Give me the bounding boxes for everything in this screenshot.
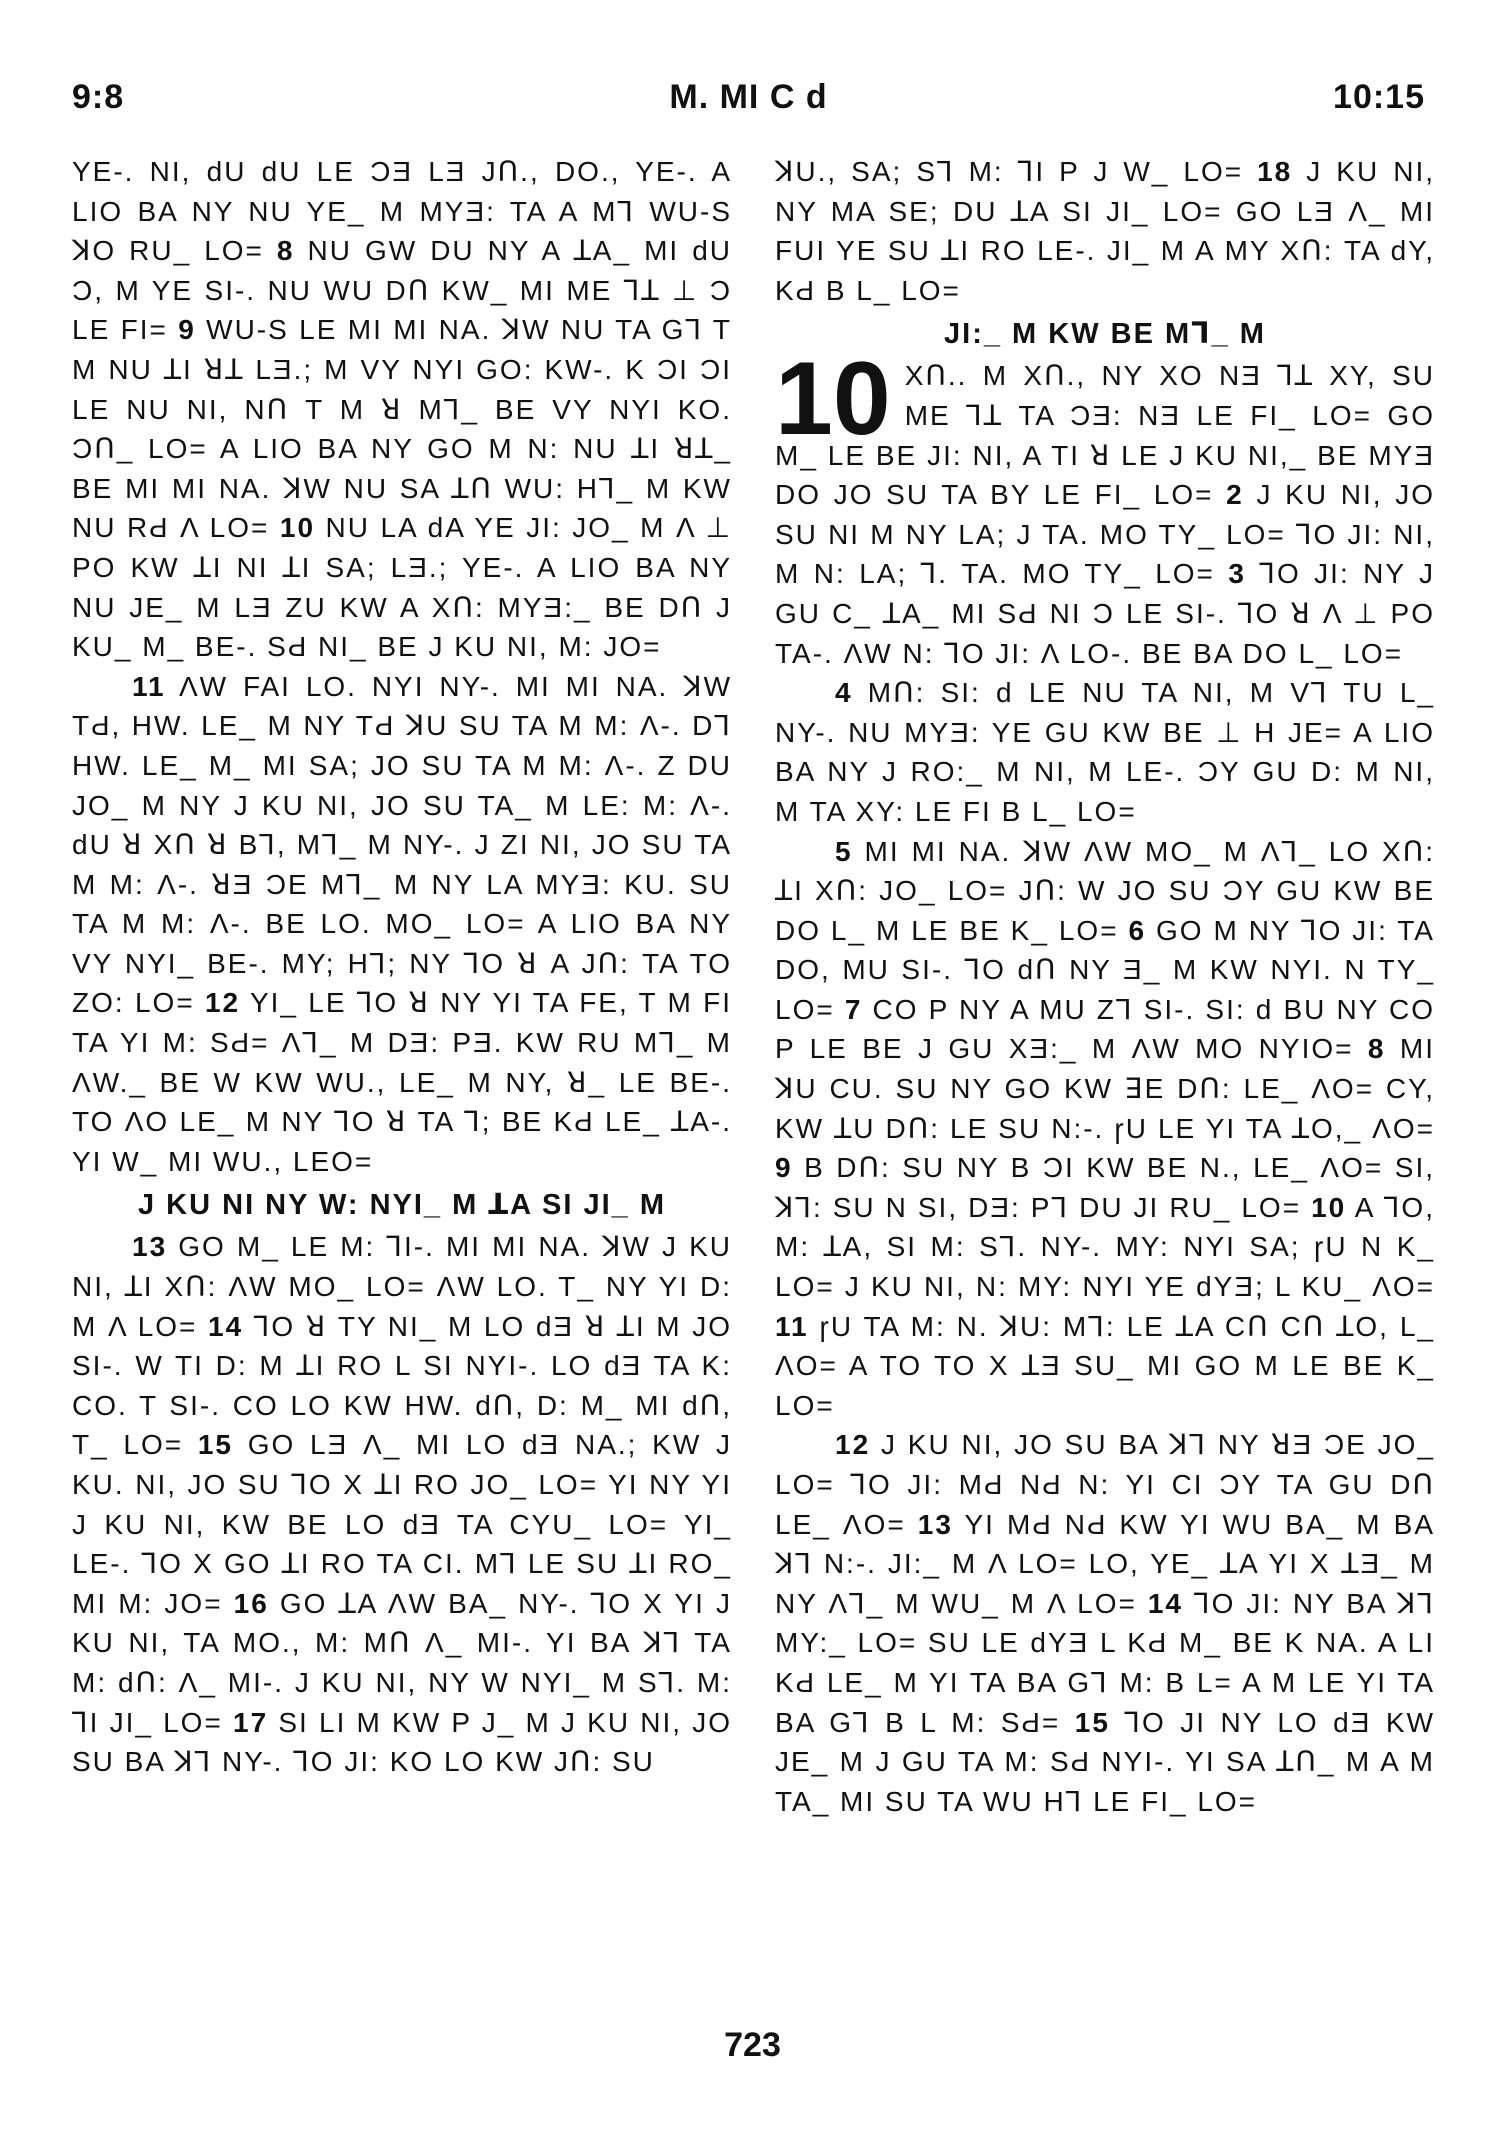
header-chapter-end: 10:15 (1333, 78, 1425, 116)
verse-number: 13 (132, 1231, 168, 1263)
paragraph: 10 XՈ.. M XՈ., NY XO NƎ ꓶꓕ XY, SU ME ꓶꓕ TA ƆƎ: NƎ LE FI_ LO= GO M_ LE BE JI: NI, A TI ꓤ LE J KU NI,_ BE MYƎ DO JO SU TA BY LE FI_ LO= 2 J KU NI, JO SU NI M NY LA; J TA. MO TY_ LO= ꓶO JI: NI, M N: LA; ꓶ. TA. MO TY_ LO= 3 ꓶO JI: NY J GU C_ ꓕA_ MI SԀ NI Ɔ LE SI-. ꓶO ꓤ Λ ⊥ PO TA-. ΛW N: ꓶO JI: Λ LO-. BE BA DO L_ LO= (775, 341, 1435, 669)
verse-number: 14 (1147, 1587, 1184, 1619)
verse-number: 8 (276, 235, 295, 267)
paragraph: 13 GO M_ LE M: ꓶI-. MI MI NA. ꓘW J KU NI, ꓕI XՈ: ΛW MO_ LO= ΛW LO. T_ NY YI D: M Λ LO= 14 ꓶO ꓤ TY NI_ M LO dƎ ꓤ ꓕI M JO SI-. W TI D: M ꓕI RO L SI NYI-. LO dƎ TA K: CO. T SI-. CO LO KW HW. dՈ, D: M_ MI dՈ, T_ LO= 15 GO LƎ Λ_ MI LO dƎ NA.; KW J KU. NI, JO SU ꓶO X ꓕI RO JO_ LO= YI NY YI J KU NI, KW BE LO dƎ TA CYU_ LO= YI_ LE-. ꓶO X GO ꓕI RO TA CI. MꞀ LE SU ꓕI RO_ MI M: JO= 16 GO ꓕA ΛW BA_ NY-. ꓶO X YI J KU NI, TA MO., M: MՈ Λ_ MI-. YI BA ꓘꞀ TA M: dՈ: Λ_ MI-. J KU NI, NY W NYI_ M SꞀ. M: ꓶI JI_ LO= 17 SI LI M KW P J_ M J KU NI, JO SU BA ꓘꞀ NY-. ꓶO JI: KO LO KW JՈ: SU (72, 1231, 733, 1778)
chapter-number: 10 (775, 341, 891, 458)
verse-number: 13 (917, 1508, 953, 1540)
verse-number: 11 (132, 670, 166, 702)
verse-number: 12 (204, 987, 241, 1019)
verse-number: 14 (208, 1310, 244, 1342)
verse-number: 2 (1226, 479, 1244, 511)
verse-number: 17 (233, 1706, 269, 1738)
page-header (72, 78, 1425, 128)
verse-number: 8 (1367, 1033, 1386, 1065)
paragraph: 11 ΛW FAI LO. NYI NY-. MI MI NA. ꓘW TԀ, HW. LE_ M NY TԀ ꓘU SU TA M M: Λ-. DꞀ HW. LE_ M_ MI SA; JO SU TA M M: Λ-. Z DU JO_ M NY J KU NI, JO SU TA_ M LE: M: Λ-. dU ꓤ XՈ ꓤ BꞀ, MꞀ_ M NY-. J ZI NI, JO SU TA M M: Λ-. ꓤƎ ƆE MꞀ_ M NY LA MYƎ: KU. SU TA M M: Λ-. BE LO. MO_ LO= A LIO BA NY VY NYI_ BE-. MY; HꞀ; NY ꓶO ꓤ A JՈ: TA TO ZO: LO= 12 YI_ LE ꓶO ꓤ NY YI TA FE, T M FI TA YI M: SԀ= ΛꞀ_ M DƎ: PƎ. KW RU MꞀ_ M ΛW._ BE W KW WU., LE_ M NY, ꓤ_ LE BE-. TO ΛO LE_ M NY ꓶO ꓤ TA ꓶ; BE KԀ LE_ ꓕA-. YI W_ MI WU., LEO= (72, 670, 732, 1177)
paragraph: ꓘU., SA; SꞀ M: ꓶI P J W_ LO= 18 J KU NI, NY MA SE; DU ꓕA SI JI_ LO= GO LƎ Λ_ MI FUI YE SU ꓕI RO LE-. JI_ M A MY XՈ: TA dY, KԀ B L_ LO= (775, 156, 1436, 306)
left-column (72, 152, 732, 1782)
paragraph: YE-. NI, dU dU LE ƆƎ LƎ JՈ., DO., YE-. A LIO BA NY NU YE_ M MYƎ: TA A MꞀ WU-S ꓘO RU_ LO= 8 NU GW DU NY A ꓕA_ MI dU Ɔ, M YE SI-. NU WU DՈ KW_ MI ME ꓶꓕ ⊥ Ɔ LE FI= 9 WU-S LE MI MI NA. ꓘW NU TA GꞀ T M NU ꓕI ꓤꓕ LƎ.; M VY NYI GO: KW-. K ƆI ƆI LE NU NI, NՈ T M ꓤ MꞀ_ BE VY NYI KO. ƆՈ_ LO= A LIO BA NY GO M N: NU ꓕI ꓤꓕ_ BE MI MI NA. ꓘW NU SA ꓕՈ WU: HꞀ_ M KW NU RԀ Λ LO= 10 NU LA dA YE JI: JO_ M Λ ⊥ PO KW ꓕI NI ꓕI SA; LƎ.; YE-. A LIO BA NY NU JE_ M LƎ ZU KW A XՈ: MYƎ:_ BE DՈ J KU_ M_ BE-. SԀ NI_ BE J KU NI, M: JO= (72, 156, 732, 663)
verse-number: 12 (835, 1429, 871, 1461)
verse-number: 9 (775, 1152, 793, 1184)
verse-number: 10 (279, 512, 316, 544)
verse-number: 15 (1074, 1706, 1110, 1738)
header-chapter-start: 9:8 (72, 78, 125, 116)
verse-number: 15 (197, 1429, 234, 1461)
header-book-title: M. MI C d (669, 78, 828, 116)
verse-number: 4 (835, 677, 853, 709)
paragraph: 4 MՈ: SI: d LE NU TA NI, M VꞀ TU L_ NY-. NU MYƎ: YE GU KW BE ⊥ H JE= A LIO BA NY J RO:_ M NI, M LE-. ƆY GU D: M NI, M TA XY: LE FI B L_ LO= (775, 677, 1435, 827)
section-heading: JI:_ M KW BE MꞀ_ M (944, 318, 1266, 351)
verse-number: 10 (1311, 1191, 1347, 1223)
verse-number: 16 (233, 1587, 269, 1619)
verse-number: 3 (1228, 558, 1246, 590)
verse-number: 11 (775, 1310, 809, 1342)
paragraph: 12 J KU NI, JO SU BA ꓘꞀ NY ꓤƎ ƆE JO_ LO= ꓶO JI: MԀ NԀ N: YI CI ƆY TA GU DՈ LE_ ΛO= 13 YI MԀ NԀ KW YI WU BA_ M BA ꓘꞀ N:-. JI:_ M Λ LO= LO, YE_ ꓕA YI X ꓕƎ_ M NY ΛꞀ_ M WU_ M Λ LO= 14 ꓶO JI: NY BA ꓘꞀ MY:_ LO= SU LE dYƎ L KԀ M_ BE K NA. A LI KԀ LE_ M YI TA BA GꞀ M: B L= A M LE YI TA BA GꞀ B L M: SԀ= 15 ꓶO JI NY LO dƎ KW JE_ M J GU TA M: SԀ NYI-. YI SA ꓕՈ_ M A M TA_ MI SU TA WU HꞀ LE FI_ LO= (775, 1429, 1436, 1817)
verse-number: 6 (1128, 914, 1147, 946)
section-heading: J KU NI NY W: NYI_ M ꓕA SI JI_ M (138, 1189, 666, 1222)
page-number: 723 (724, 2026, 781, 2064)
verse-number: 18 (1257, 156, 1293, 187)
verse-number: 5 (835, 835, 853, 867)
verse-number: 9 (178, 314, 196, 346)
verse-number: 7 (844, 993, 863, 1025)
right-column (775, 152, 1435, 1821)
paragraph: 5 MI MI NA. ꓘW ΛW MO_ M ΛꞀ_ LO XՈ: ꓕI XՈ: JO_ LO= JՈ: W JO SU ƆY GU KW BE DO L_ M LE BE K_ LO= 6 GO M NY ꓶO JI: TA DO, MU SI-. ꓶO dՈ NY Ǝ_ M KW NYI. N TY_ LO= 7 CO P NY A MU ZꞀ SI-. SI: d BU NY CO P LE BE J GU XƎ:_ M ΛW MO NYIO= 8 MI ꓘU CU. SU NY GO KW ꓱE DՈ: LE_ ΛO= CY, KW ꓕU DՈ: LE SU N:-. ɼU LE YI TA ꓕO,_ ΛO= 9 B DՈ: SU NY B ƆI KW BE N., LE_ ΛO= SI, ꓘꞀ: SU N SI, DƎ: PꞀ DU JI RU_ LO= 10 A ꓶO, M: ꓕA, SI M: SꞀ. NY-. MY: NYI SA; ɼU N K_ LO= J KU NI, N: MY: NYI YE dYƎ; L KU_ ΛO= 11 ɼU TA M: N. ꓘU: MꞀ: LE ꓕA CՈ CՈ ꓕO, L_ ΛO= A TO TO X ꓕƎ SU_ MI GO M LE BE K_ LO= (775, 835, 1436, 1421)
